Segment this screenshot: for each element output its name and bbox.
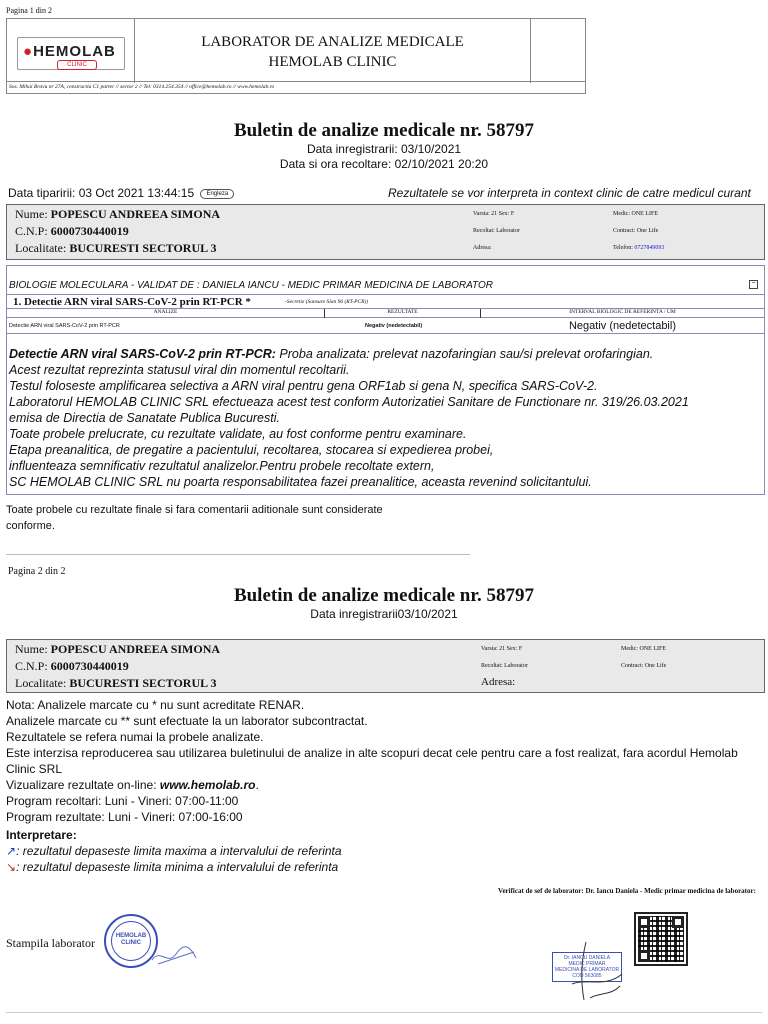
doctor-stamp: Dr. IANCU DANIELA MEDIC PRIMAR MEDICINA DE LABORATOR COD 563085 xyxy=(552,952,622,982)
patient-name: Nume: POPESCU ANDREEA SIMONA xyxy=(15,207,221,221)
stamp-label: Stampila laborator xyxy=(6,936,95,950)
verified-by: Verificat de sef de laborator: Dr. Iancu Daniela - Medic primar medicina de laborator: xyxy=(498,887,756,895)
page-divider xyxy=(6,554,470,555)
website-link[interactable]: www.hemolab.ro xyxy=(159,778,256,792)
qr-code-icon xyxy=(634,912,688,966)
final-note: Toate probele cu rezultate finale si fara comentarii aditionale sunt considerate conforme. xyxy=(6,504,383,532)
address-label: Adresa: xyxy=(481,676,516,688)
medic: Medic: ONE LIFE xyxy=(621,646,666,652)
lab-signature xyxy=(150,940,200,970)
logo-text: ●HEMOLAB xyxy=(23,43,116,60)
test-comment: Detectie ARN viral SARS-CoV-2 prin RT-PCR: Proba analizata: prelevat nazofaringian sau/si prelevat orofaringian. Acest rezultat reprezinta statusul viral din momentul recoltarii. Testul foloseste amplificarea selectiva a ARN viral pentru gena ORF1ab si gena N, specifica SARS-CoV-2. Laboratorul HEMOLAB CLINIC SRL efectueaza acest test conform Autorizatiei Sanitare de Functionare nr. 319/26.03.2021 emisa de Directia de Sanatate Publica Bucuresti. Toate probele prelucrate, cu rezultate validate, au fost conforme pentru examinare. Etapa preanalitica, de pregatire a pacientului, recoltarea, stocarea si expedierea probei, influenteaza semnificativ rezultatul analizelor.Pentru probele recoltate extern, SC HEMOLAB CLINIC SRL nu poarta responsabilitatea fazei preanalitice, aceasta revenind solicitantului. xyxy=(9,347,689,489)
registration-date-2: Data inregistrarii03/10/2021 xyxy=(310,607,458,621)
patient-info-box-2 xyxy=(6,639,765,693)
print-date: Data tiparirii: 03 Oct 2021 13:44:15 Engleza xyxy=(8,186,234,200)
contract: Contract: One Life xyxy=(613,228,659,234)
lab-name: LABORATOR DE ANALIZE MEDICALE HEMOLAB CLINIC xyxy=(135,19,531,83)
patient-cnp: C.N.P: 6000730440019 xyxy=(15,659,129,673)
patient-cnp: C.N.P: 6000730440019 xyxy=(15,224,129,238)
patient-locality: Localitate: BUCURESTI SECTORUL 3 xyxy=(15,241,217,255)
interpretation-title: Interpretare: xyxy=(6,828,77,842)
lab-logo xyxy=(7,19,135,83)
collection-date: Data si ora recoltare: 02/10/2021 20:20 xyxy=(279,157,489,171)
section-header: BIOLOGIE MOLECULARA - VALIDAT DE : DANIELA IANCU - MEDIC PRIMAR MEDICINA DE LABORATOR xyxy=(9,280,493,291)
address-label: Adresa: xyxy=(473,245,492,251)
collected-by: Recoltat: Laborator xyxy=(473,228,520,234)
patient-name: Nume: POPESCU ANDREEA SIMONA xyxy=(15,642,221,656)
interpretation-note: Rezultatele se vor interpreta in context clinic de catre medicul curant xyxy=(388,186,751,200)
page-label: Pagina 1 din 2 xyxy=(6,6,52,15)
age-sex: Varsta: 21 Sex: F xyxy=(473,211,515,217)
arrow-up-icon: ↗ xyxy=(6,844,17,858)
online-results: Vizualizare rezultate on-line: www.hemolab.ro. xyxy=(6,778,259,792)
registration-date: Data inregistrarii: 03/10/2021 xyxy=(306,142,462,156)
collapse-toggle-icon[interactable]: − xyxy=(749,280,758,289)
age-sex: Varsta: 21 Sex: F xyxy=(481,646,523,652)
molecular-biology-section xyxy=(6,265,765,495)
test-title-row: 1. Detectie ARN viral SARS-CoV-2 prin RT-PCR * -Secretie (Sansure Slan 96 (RT-PCR)) xyxy=(7,294,764,309)
results-table-header: ANALIZE REZULTATE INTERVAL BIOLOGIC DE REFERINTA / UM xyxy=(7,309,764,318)
notes-block: Nota: Analizele marcate cu * nu sunt acreditate RENAR. Analizele marcate cu ** sunt efectuate la un laborator subcontractat. Rezultatele se refera numai la probele analizate. Este interzisa reproducerea sau utilizarea buletinului de analize in alte scopuri decat cele pentru care a fost realizat, fara acordul Hemolab Clinic SRL Vizualizare rezultate on-line: www.hemolab.ro. Program recoltari: Luni - Vineri: 07:00-11:00 Program rezultate: Luni - Vineri: 07:00-16:00 xyxy=(6,697,761,825)
interpretation-min: ↘: rezultatul depaseste limita minima a intervalului de referinta xyxy=(6,860,339,874)
patient-info-box xyxy=(6,204,765,260)
page-label-2: Pagina 2 din 2 xyxy=(8,566,66,577)
drop-icon: ● xyxy=(23,43,34,60)
patient-locality: Localitate: BUCURESTI SECTORUL 3 xyxy=(15,676,217,690)
logo-sub: CLINIC xyxy=(57,60,97,70)
report-title: Buletin de analize medicale nr. 58797 xyxy=(233,120,535,141)
medic: Medic: ONE LIFE xyxy=(613,211,658,217)
arrow-down-icon: ↘ xyxy=(6,860,17,874)
table-row xyxy=(7,319,764,334)
phone: Telefon: 0727849093 xyxy=(613,245,665,251)
interpretation-max: ↗: rezultatul depaseste limita maxima a intervalului de referinta xyxy=(6,844,342,858)
language-english-button[interactable]: Engleza xyxy=(200,189,234,199)
lab-address: Sos. Mihai Bravu nr 27A, constructia C1 parter // sector 2 // Tel: 0314.254.354 // office@hemolab.ro // www.hemolab.ro xyxy=(6,82,586,94)
stamp-text: HEMOLAB CLINIC xyxy=(115,933,147,946)
bottom-divider xyxy=(6,1012,762,1013)
collected-by: Recoltat: Laborator xyxy=(481,663,528,669)
contract: Contract: One Life xyxy=(621,663,667,669)
row-result: Negativ (nedetectabil) xyxy=(365,323,423,329)
row-analysis: Detectie ARN viral SARS-CoV-2 prin RT-PCR xyxy=(9,323,120,329)
report-title-2: Buletin de analize medicale nr. 58797 xyxy=(233,585,535,606)
doctor-signature xyxy=(566,938,626,1004)
row-reference: Negativ (nedetectabil) xyxy=(568,320,676,332)
letterhead xyxy=(6,18,586,82)
